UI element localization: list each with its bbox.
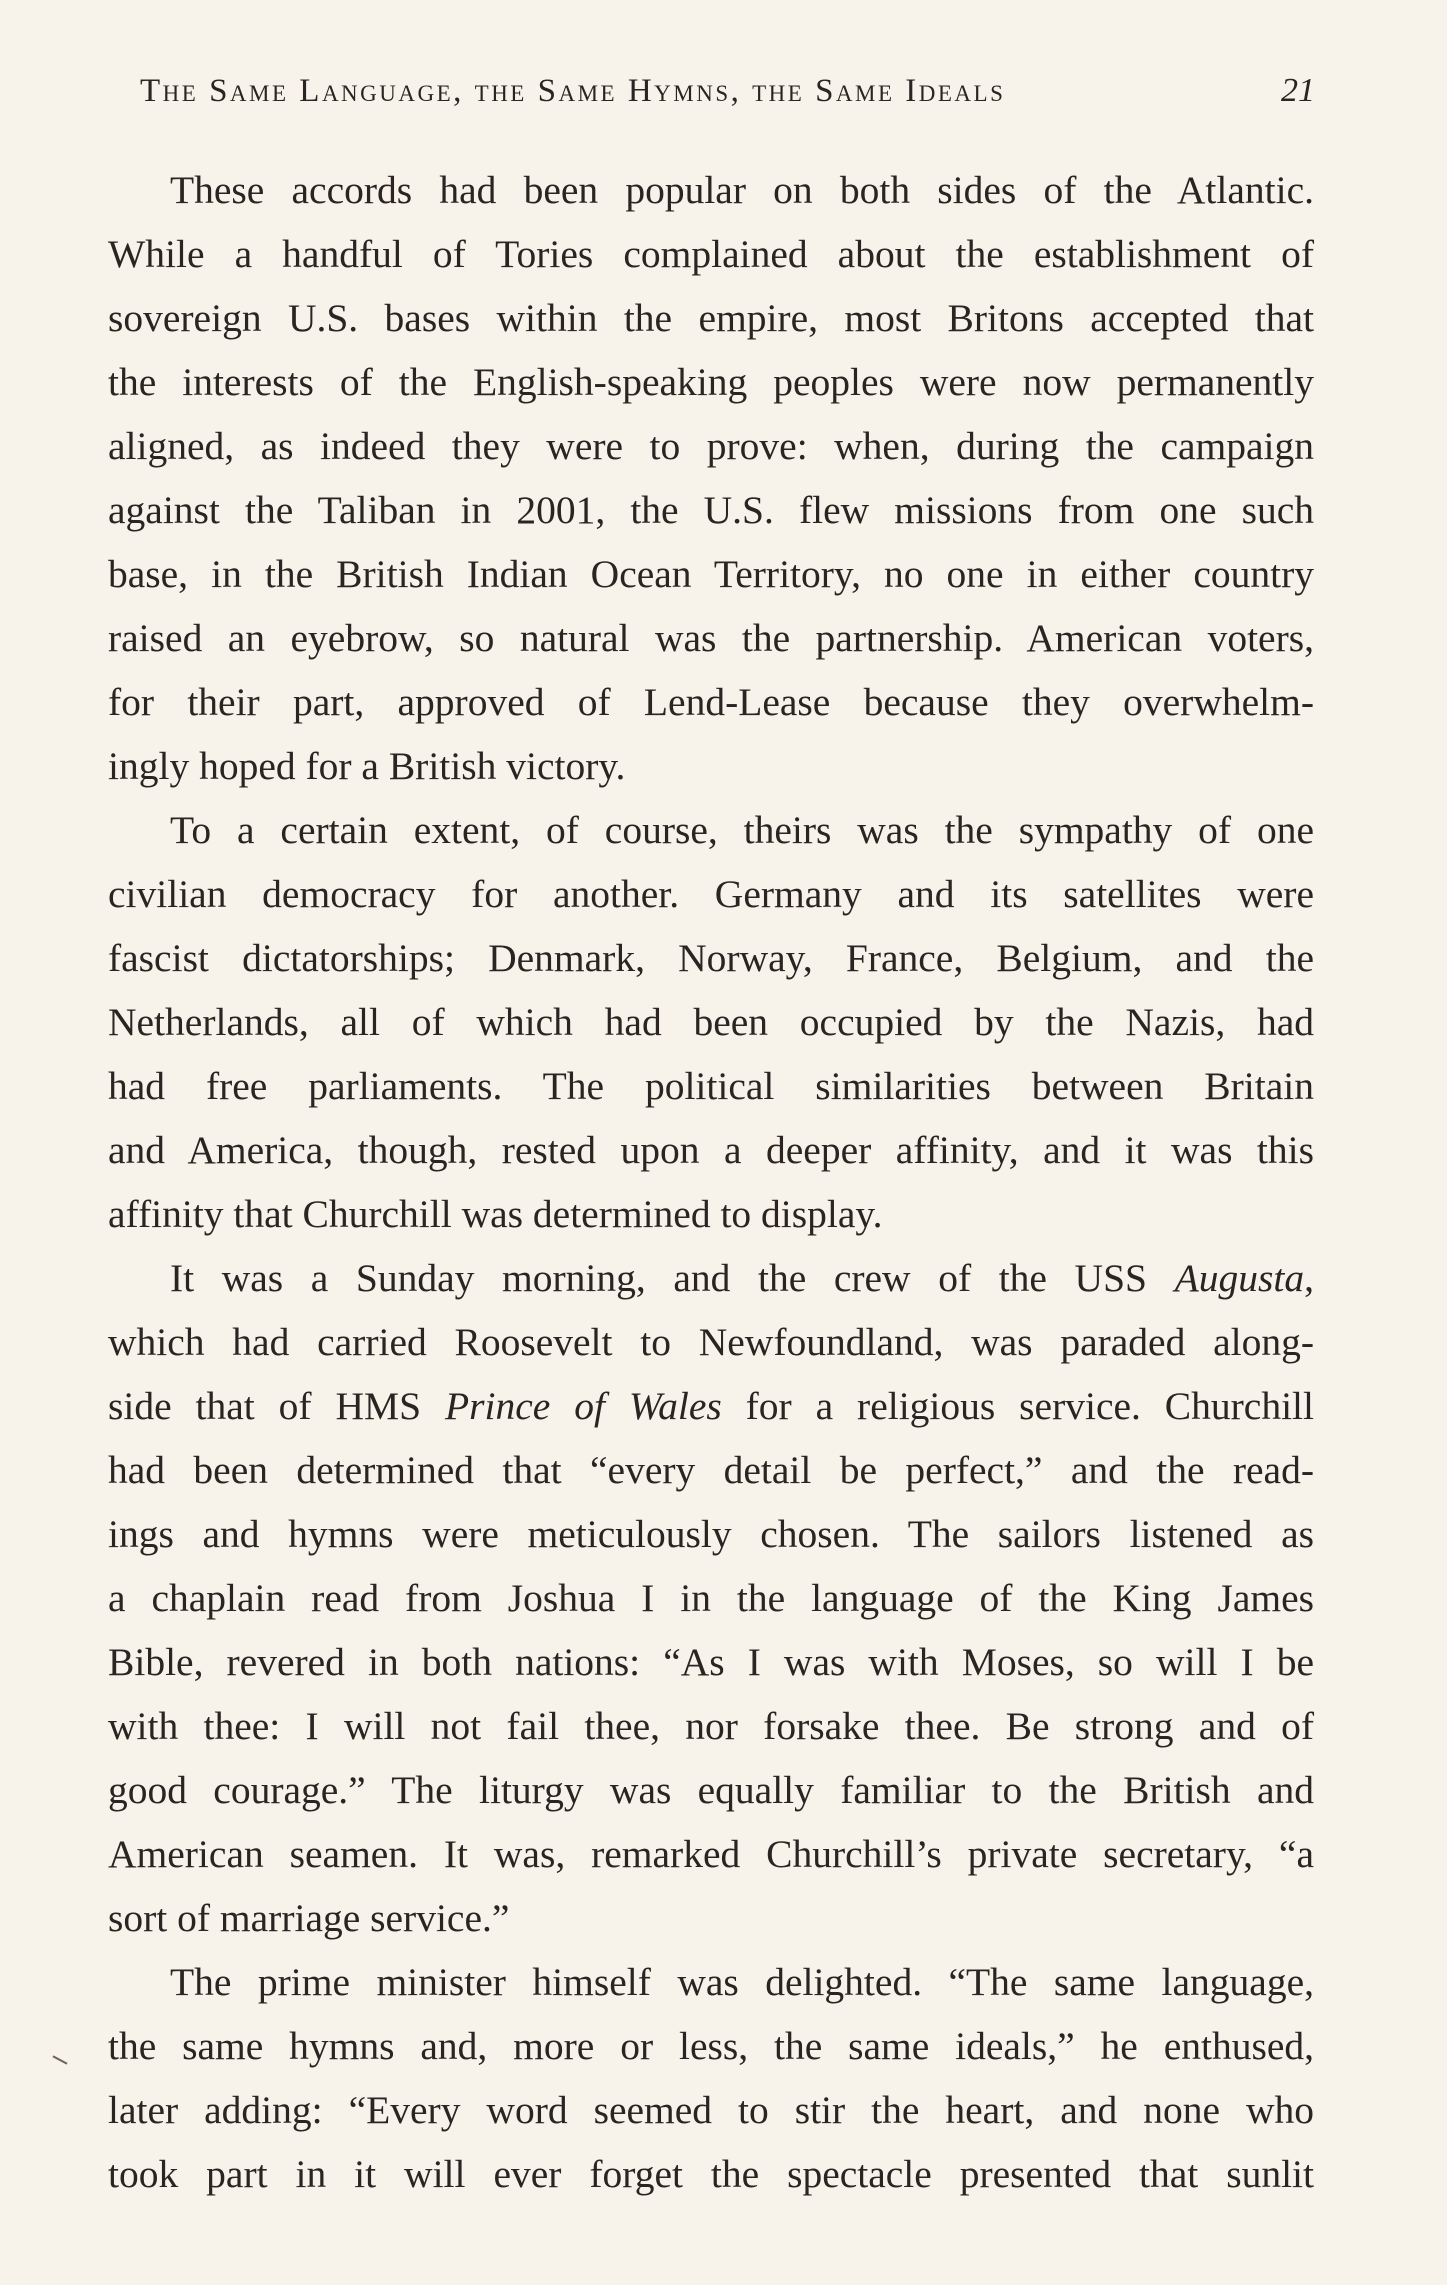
paragraph-2	[108, 798, 1314, 1246]
text-line: aligned, as indeed they were to prove: when, during the campaign	[108, 424, 1314, 468]
text-line: The prime minister himself was delighted. “The same language,	[170, 1960, 1314, 2004]
text-line: for their part, approved of Lend-Lease because they overwhelm-	[108, 680, 1314, 724]
text-line: While a handful of Tories complained about the establishment of	[108, 232, 1314, 276]
text-line: the interests of the English-speaking peoples were now permanently	[108, 360, 1314, 404]
text-line: These accords had been popular on both sides of the Atlantic.	[170, 168, 1314, 212]
text-line: which had carried Roosevelt to Newfoundland, was paraded along-	[108, 1320, 1314, 1364]
ship-name: Prince of Wales	[445, 1384, 722, 1428]
text-line: took part in it will ever forget the spectacle presented that sunlit	[108, 2152, 1314, 2196]
text-line: Bible, revered in both nations: “As I was with Moses, so will I be	[108, 1640, 1314, 1684]
text-line: sovereign U.S. bases within the empire, most Britons accepted that	[108, 296, 1314, 340]
text-line: with thee: I will not fail thee, nor forsake thee. Be strong and of	[108, 1704, 1314, 1748]
text-line: base, in the British Indian Ocean Territory, no one in either country	[108, 552, 1314, 596]
text-line: sort of marriage service.”	[108, 1896, 510, 1940]
margin-mark	[52, 2055, 67, 2064]
text-segment: for a religious service. Churchill	[721, 1384, 1314, 1428]
text-line: later adding: “Every word seemed to stir the heart, and none who	[108, 2088, 1314, 2132]
paragraph-3	[108, 1246, 1314, 1950]
text-line: fascist dictatorships; Denmark, Norway, France, Belgium, and the	[108, 936, 1314, 980]
paragraph-1	[108, 158, 1314, 798]
text-line: had been determined that “every detail be perfect,” and the read-	[108, 1448, 1314, 1492]
text-line: raised an eyebrow, so natural was the partnership. American voters,	[108, 616, 1314, 660]
text-line: good courage.” The liturgy was equally familiar to the British and	[108, 1768, 1314, 1812]
text-line: To a certain extent, of course, theirs was the sympathy of one	[170, 808, 1314, 852]
text-segment: It was a Sunday morning, and the crew of the USS	[170, 1256, 1175, 1300]
text-line: had free parliaments. The political similarities between Britain	[108, 1064, 1314, 1108]
text-line: and America, though, rested upon a deeper affinity, and it was this	[108, 1128, 1314, 1172]
text-line: the same hymns and, more or less, the same ideals,” he enthused,	[108, 2024, 1314, 2068]
paragraph-4	[108, 1950, 1314, 2206]
text-line	[108, 1374, 1314, 1438]
text-line	[108, 1246, 1314, 1310]
text-line: a chaplain read from Joshua I in the language of the King James	[108, 1576, 1314, 1620]
page-number: 21	[1281, 72, 1315, 109]
text-line: ingly hoped for a British victory.	[108, 744, 626, 788]
body-text	[108, 158, 1314, 2206]
text-line: civilian democracy for another. Germany and its satellites were	[108, 872, 1314, 916]
text-line: American seamen. It was, remarked Churchill’s private secretary, “a	[108, 1832, 1314, 1876]
text-line: ings and hymns were meticulously chosen. The sailors listened as	[108, 1512, 1314, 1556]
text-segment: ,	[1304, 1256, 1314, 1300]
ship-name: Augusta	[1174, 1256, 1305, 1300]
page-header	[140, 72, 1315, 120]
text-segment: side that of HMS	[108, 1384, 445, 1428]
text-line: against the Taliban in 2001, the U.S. flew missions from one such	[108, 488, 1314, 532]
text-line: affinity that Churchill was determined to display.	[108, 1192, 883, 1236]
text-line: Netherlands, all of which had been occupied by the Nazis, had	[108, 1000, 1314, 1044]
running-head: The Same Language, the Same Hymns, the Same Ideals	[140, 73, 1006, 109]
